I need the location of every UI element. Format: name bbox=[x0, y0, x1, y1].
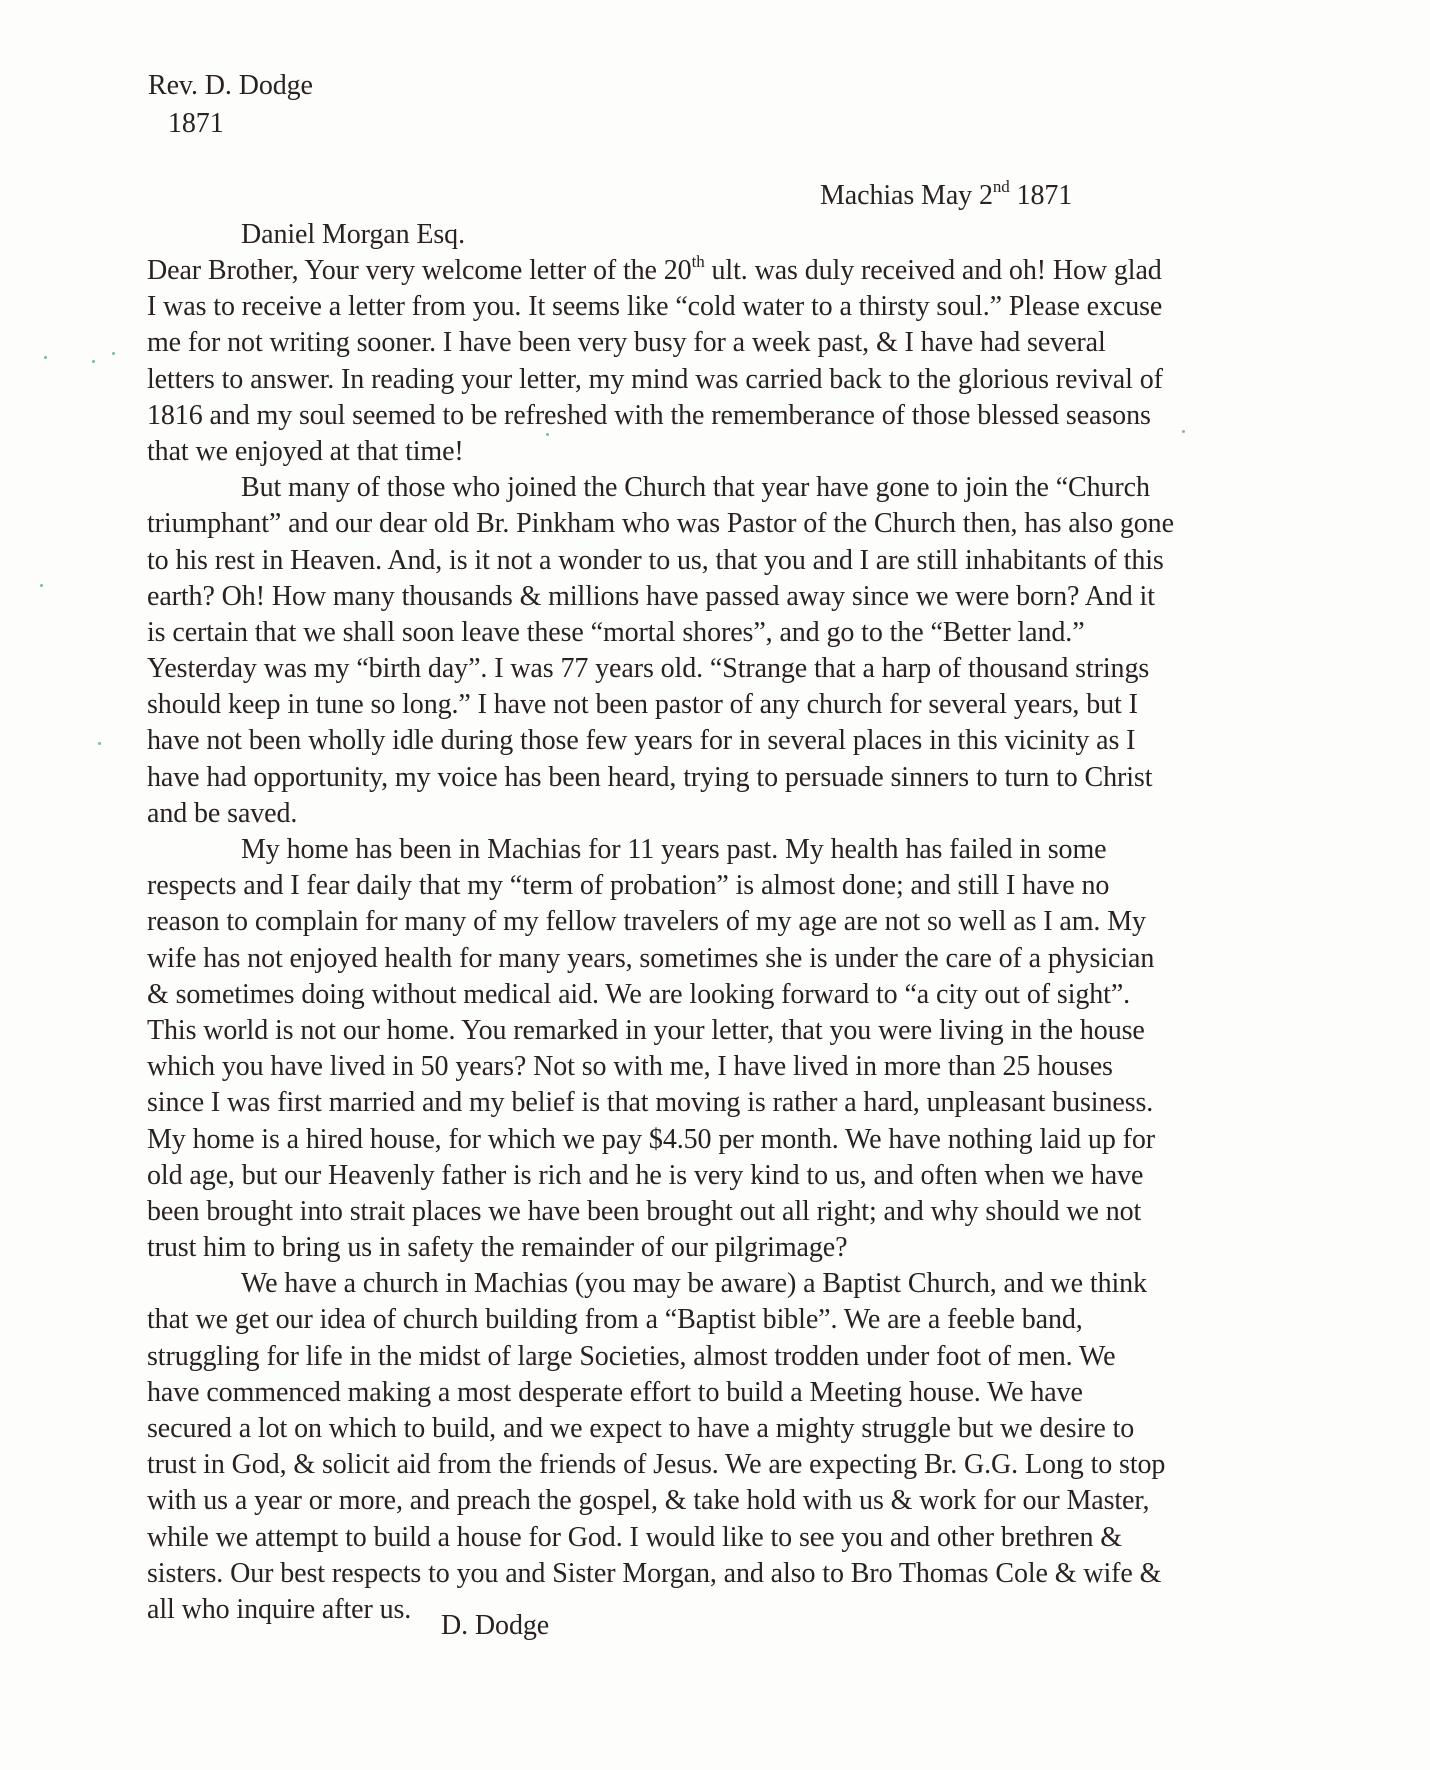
letter-line: secured a lot on which to build, and we expect to have a mighty struggle but we desire to bbox=[147, 1413, 1135, 1444]
letter-line: while we attempt to build a house for God. I would like to see you and other brethren & bbox=[147, 1521, 1122, 1553]
letter-line: My home is a hired house, for which we pay $4.50 per month. We have nothing laid up for bbox=[147, 1123, 1155, 1155]
scan-speck bbox=[44, 356, 47, 359]
dateline-ordinal: nd bbox=[992, 177, 1010, 196]
scan-speck bbox=[92, 360, 95, 363]
letter-line: sisters. Our best respects to you and Sister Morgan, and also to Bro Thomas Cole & wife & bbox=[147, 1557, 1162, 1589]
letter-line: me for not writing sooner. I have been very busy for a week past, & I have had several bbox=[147, 327, 1106, 359]
scan-speck bbox=[1182, 430, 1185, 433]
letter-line: triumphant” and our dear old Br. Pinkham who was Pastor of the Church then, has also gone bbox=[147, 508, 1174, 540]
scan-speck bbox=[112, 352, 115, 355]
letter-line: wife has not enjoyed health for many years, sometimes she is under the care of a physician bbox=[147, 942, 1155, 974]
letter-line: My home has been in Machias for 11 years past. My health has failed in some bbox=[241, 834, 1107, 865]
letter-line: have not been wholly idle during those few years for in several places in this vicinity as I bbox=[147, 725, 1136, 757]
letter-line: old age, but our Heavenly father is rich and he is very kind to us, and often when we have bbox=[147, 1159, 1144, 1191]
letter-line: all who inquire after us. bbox=[147, 1593, 412, 1625]
scan-speck bbox=[98, 742, 101, 745]
letter-line: trust in God, & solicit aid from the friends of Jesus. We are expecting Br. G.G. Long to stop bbox=[147, 1449, 1166, 1481]
addressee: Daniel Morgan Esq. bbox=[241, 219, 465, 250]
signature: D. Dodge bbox=[441, 1610, 550, 1641]
ordinal-superscript: th bbox=[691, 252, 705, 271]
letter-line: have had opportunity, my voice has been heard, trying to persuade sinners to turn to Christ bbox=[147, 761, 1153, 793]
letter-body bbox=[147, 253, 1357, 1628]
letter-line: But many of those who joined the Church that year have gone to join the “Church bbox=[241, 472, 1150, 504]
letter-line bbox=[147, 253, 1357, 289]
letter-line: since I was first married and my belief is that moving is rather a hard, unpleasant business. bbox=[147, 1087, 1154, 1119]
letter-line: is certain that we shall soon leave these “mortal shores”, and go to the “Better land.” bbox=[147, 616, 1085, 648]
letter-line: 1816 and my soul seemed to be refreshed with the rememberance of those blessed seasons bbox=[147, 399, 1151, 431]
header-name: Rev. D. Dodge bbox=[148, 70, 313, 101]
dateline bbox=[820, 178, 1072, 214]
letter-line: & sometimes doing without medical aid. We are looking forward to “a city out of sight”. bbox=[147, 978, 1131, 1010]
letter-line: that we enjoyed at that time! bbox=[147, 435, 464, 467]
letter-line: with us a year or more, and preach the gospel, & take hold with us & work for our Master, bbox=[147, 1485, 1150, 1517]
letter-line: struggling for life in the midst of large Societies, almost trodden under foot of men. We bbox=[147, 1340, 1116, 1372]
dateline-space bbox=[1010, 180, 1017, 211]
letter-line: Yesterday was my “birth day”. I was 77 years old. “Strange that a harp of thousand strings bbox=[147, 653, 1150, 685]
dateline-year: 1871 bbox=[1016, 180, 1073, 211]
letter-line: earth? Oh! How many thousands & millions have passed away since we were born? And it bbox=[147, 580, 1155, 612]
letter-line-text: Dear Brother, Your very welcome letter of the 20 bbox=[147, 255, 692, 286]
letter-line: have commenced making a most desperate effort to build a Meeting house. We have bbox=[147, 1376, 1083, 1408]
letter-line: respects and I fear daily that my “term of probation” is almost done; and still I have no bbox=[147, 870, 1110, 902]
letter-line: should keep in tune so long.” I have not been pastor of any church for several years, but I bbox=[147, 689, 1138, 721]
letter-line: been brought into strait places we have been brought out all right; and why should we not bbox=[147, 1195, 1142, 1227]
letter-line: trust him to bring us in safety the remainder of our pilgrimage? bbox=[147, 1232, 848, 1264]
letter-line: that we get our idea of church building from a “Baptist bible”. We are a feeble band, bbox=[147, 1304, 1083, 1336]
letter-line: which you have lived in 50 years? Not so with me, I have lived in more than 25 houses bbox=[147, 1051, 1113, 1083]
letter-line: I was to receive a letter from you. It seems like “cold water to a thirsty soul.” Please excuse bbox=[147, 291, 1163, 323]
letter-line: We have a church in Machias (you may be aware) a Baptist Church, and we think bbox=[241, 1268, 1147, 1300]
scan-speck bbox=[40, 584, 43, 587]
letter-line: letters to answer. In reading your letter, my mind was carried back to the glorious revival of bbox=[147, 363, 1163, 395]
letter-line: This world is not our home. You remarked in your letter, that you were living in the house bbox=[147, 1014, 1145, 1046]
letter-line: and be saved. bbox=[147, 797, 298, 829]
scan-speck bbox=[546, 433, 549, 436]
letter-line: reason to complain for many of my fellow travelers of my age are not so well as I am. My bbox=[147, 906, 1146, 938]
letter-line-text: ult. was duly received and oh! How glad bbox=[704, 255, 1162, 286]
letter-line: to his rest in Heaven. And, is it not a wonder to us, that you and I are still inhabitants of this bbox=[147, 544, 1164, 576]
header-year: 1871 bbox=[168, 108, 224, 139]
dateline-place: Machias May 2 bbox=[820, 180, 993, 211]
